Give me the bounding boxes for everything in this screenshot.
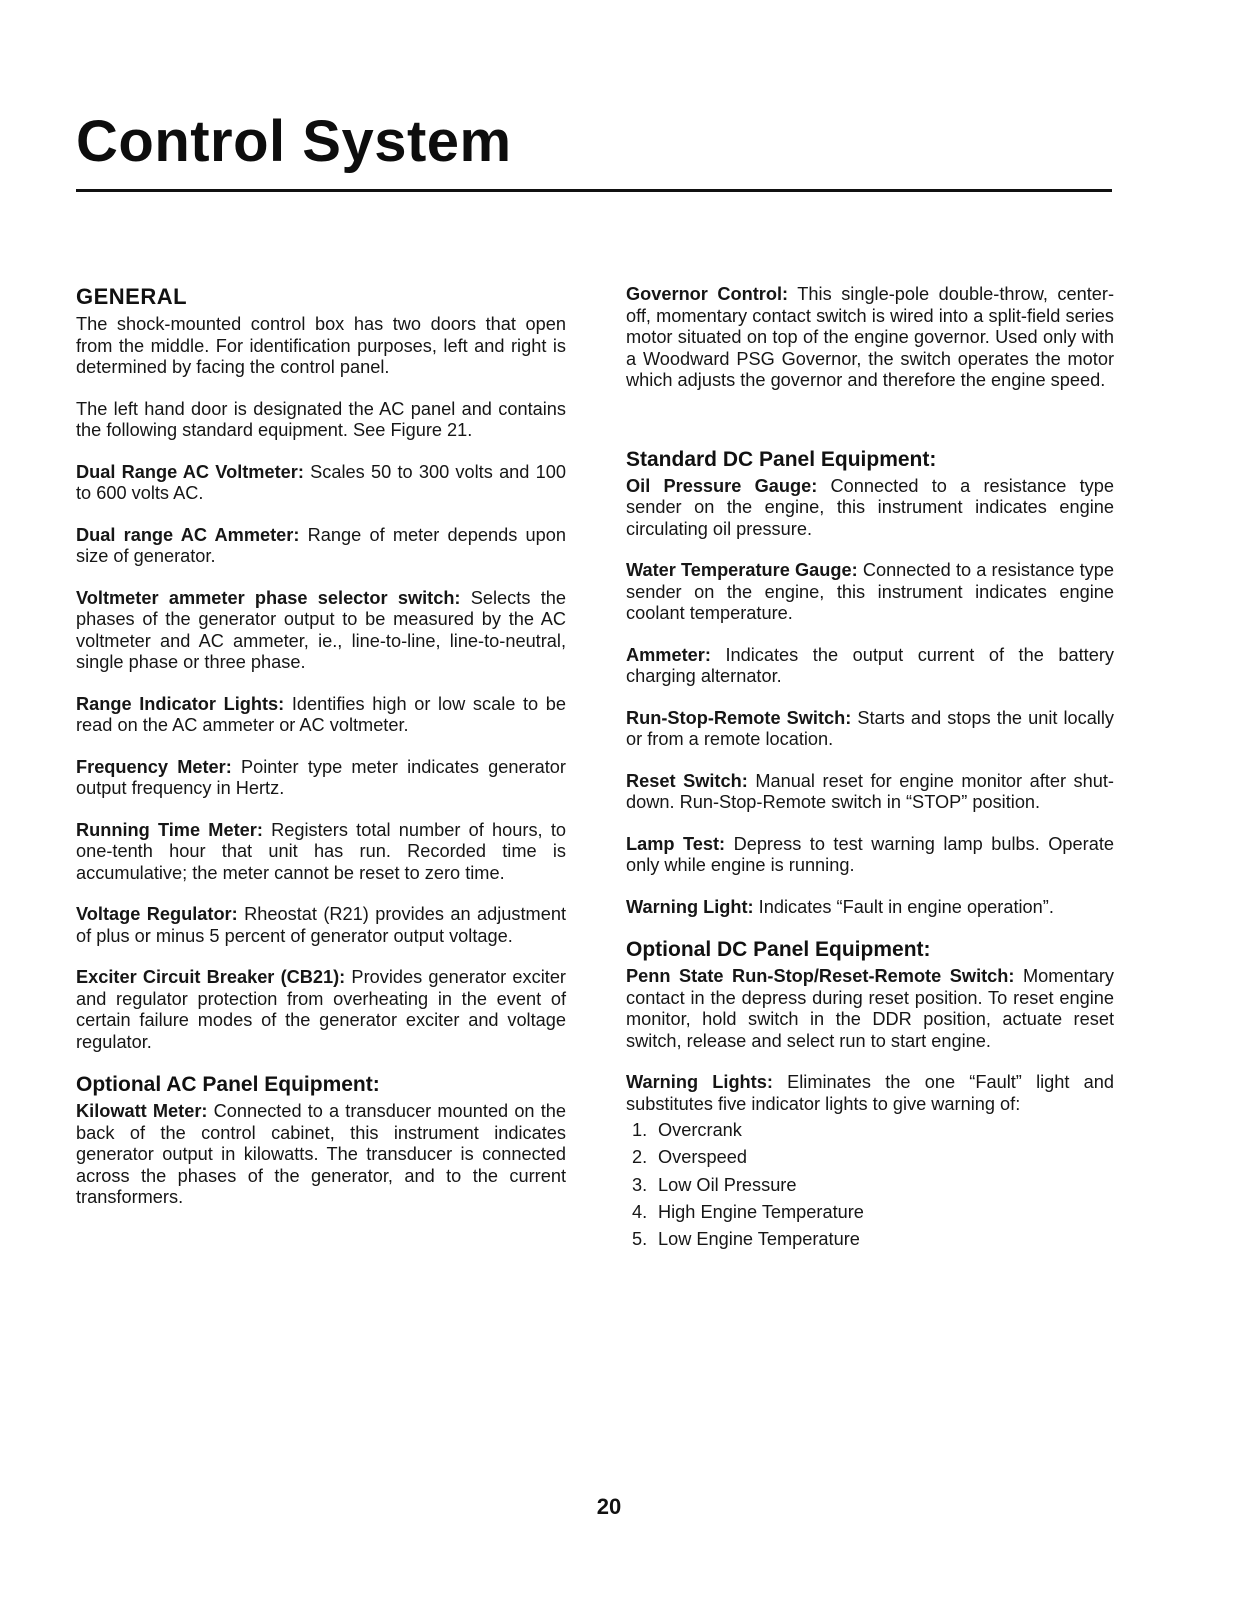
list-number: 3.	[632, 1174, 648, 1195]
list-item	[632, 1226, 1114, 1253]
equipment-item	[626, 834, 1114, 877]
item-text: Registers total number of hours, to one-tenth hour that unit has run. Recorded time is accumulative; the meter cannot be reset to zero time.	[76, 819, 566, 883]
left-column	[76, 284, 566, 1229]
list-item	[632, 1172, 1114, 1199]
governor-control-item	[626, 284, 1114, 392]
optional-dc-heading: Optional DC Panel Equipment:	[626, 938, 931, 961]
item-text: Connected to a resistance type sender on the engine, this instrument indicates engine coolant temperature.	[626, 560, 1114, 623]
item-text: Pointer type meter indicates generator output frequency in Hertz.	[76, 756, 566, 798]
item-text: Momentary contact in the depress during reset position. To reset engine monitor, hold switch in the DDR position, actuate reset switch, release and select run to start engine.	[626, 966, 1114, 1051]
item-text: Depress to test warning lamp bulbs. Operate only while engine is running.	[626, 833, 1114, 875]
item-term: Warning Light:	[626, 896, 754, 917]
equipment-item	[76, 757, 566, 800]
item-text: Indicates the output current of the battery charging alternator.	[626, 644, 1114, 686]
list-label: Overspeed	[658, 1147, 747, 1168]
equipment-item	[626, 476, 1114, 541]
item-term: Ammeter:	[626, 644, 711, 665]
page-title: Control System	[76, 109, 512, 174]
item-text: Provides generator exciter and regulator protection from overheating in the event of certain failure modes of the generator exciter and voltage regulator.	[76, 967, 566, 1052]
item-term: Dual Range AC Voltmeter:	[76, 461, 304, 482]
item-text: Selects the phases of the generator output to be measured by the AC voltmeter and AC ammeter, ie., line-to-line, line-to-neutral, single phase or three phase.	[76, 587, 566, 672]
equipment-item	[626, 645, 1114, 688]
item-term: Frequency Meter:	[76, 756, 232, 777]
item-text: Connected to a transducer mounted on the back of the control cabinet, this instrument indicates generator output in kilowatts. The transducer is connected across the phases of the generator, and to the current transformers.	[76, 1101, 566, 1207]
warning-lights-list	[626, 1117, 1114, 1253]
optional-ac-heading: Optional AC Panel Equipment:	[76, 1073, 380, 1096]
item-term: Kilowatt Meter:	[76, 1101, 208, 1121]
equipment-item	[626, 1072, 1114, 1115]
intro-paragraph: The shock-mounted control box has two doors that open from the middle. For identification purposes, left and right is determined by facing the control panel.	[76, 314, 566, 377]
item-term: Run-Stop-Remote Switch:	[626, 707, 852, 728]
equipment-item	[76, 1101, 566, 1209]
item-term: Water Temperature Gauge:	[626, 560, 858, 580]
title-rule	[76, 189, 1112, 192]
item-text: Starts and stops the unit locally or from a remote location.	[626, 707, 1114, 749]
item-term: Governor Control:	[626, 284, 789, 304]
item-term: Warning Lights:	[626, 1072, 773, 1092]
item-text: Identifies high or low scale to be read on the AC ammeter or AC voltmeter.	[76, 693, 566, 735]
item-term: Exciter Circuit Breaker (CB21):	[76, 967, 346, 987]
equipment-item	[76, 967, 566, 1053]
item-term: Penn State Run-Stop/Reset-Remote Switch:	[626, 966, 1015, 986]
list-number: 4.	[632, 1201, 648, 1222]
equipment-item	[76, 588, 566, 674]
equipment-item	[76, 904, 566, 947]
item-text: Manual reset for engine monitor after shut-down. Run-Stop-Remote switch in “STOP” position.	[626, 770, 1114, 812]
list-number: 5.	[632, 1229, 648, 1250]
item-text: This single-pole double-throw, center-off, momentary contact switch is wired into a split-field series motor situated on top of the engine governor. Used only with a Woodward PSG Governor, the switch operates the motor which adjusts the governor and therefore the engine speed.	[626, 284, 1115, 390]
item-term: Running Time Meter:	[76, 819, 263, 840]
equipment-item	[626, 897, 1114, 919]
list-label: Low Engine Temperature	[658, 1229, 860, 1250]
list-item	[632, 1117, 1114, 1144]
list-label: Overcrank	[658, 1120, 742, 1140]
list-item	[632, 1199, 1114, 1226]
item-text: Connected to a resistance type sender on the engine, this instrument indicates engine circulating oil pressure.	[626, 475, 1114, 539]
equipment-item	[76, 694, 566, 737]
list-number: 2.	[632, 1147, 648, 1168]
equipment-item	[626, 966, 1114, 1052]
page-number: 20	[596, 1494, 622, 1519]
item-text: Range of meter depends upon size of generator.	[76, 524, 567, 566]
general-heading: GENERAL	[76, 284, 188, 309]
item-term: Dual range AC Ammeter:	[76, 524, 300, 545]
equipment-item	[76, 462, 566, 505]
item-text: Scales 50 to 300 volts and 100 to 600 volts AC.	[76, 461, 566, 503]
item-term: Range Indicator Lights:	[76, 693, 285, 714]
list-label: Low Oil Pressure	[658, 1174, 797, 1195]
list-label: High Engine Temperature	[658, 1201, 864, 1222]
equipment-item	[626, 560, 1114, 625]
item-term: Reset Switch:	[626, 770, 748, 791]
equipment-item	[626, 771, 1114, 814]
intro-paragraph: The left hand door is designated the AC panel and contains the following standard equipment. See Figure 21.	[76, 398, 566, 440]
equipment-item	[76, 820, 566, 885]
list-number: 1.	[632, 1120, 648, 1140]
standard-dc-heading: Standard DC Panel Equipment:	[626, 447, 937, 471]
item-text: Indicates “Fault in engine operation”.	[753, 896, 1054, 917]
item-term: Voltage Regulator:	[76, 904, 238, 924]
list-item	[632, 1144, 1114, 1171]
item-term: Voltmeter ammeter phase selector switch:	[76, 587, 461, 608]
equipment-item	[626, 708, 1114, 751]
item-term: Oil Pressure Gauge:	[626, 475, 818, 496]
equipment-item	[76, 525, 566, 568]
item-term: Lamp Test:	[626, 833, 726, 854]
item-text: Rheostat (R21) provides an adjustment of plus or minus 5 percent of generator output voltage.	[76, 904, 566, 946]
right-column	[626, 284, 1114, 1253]
item-text: Eliminates the one “Fault” light and substitutes five indicator lights to give warning of:	[626, 1072, 1114, 1114]
